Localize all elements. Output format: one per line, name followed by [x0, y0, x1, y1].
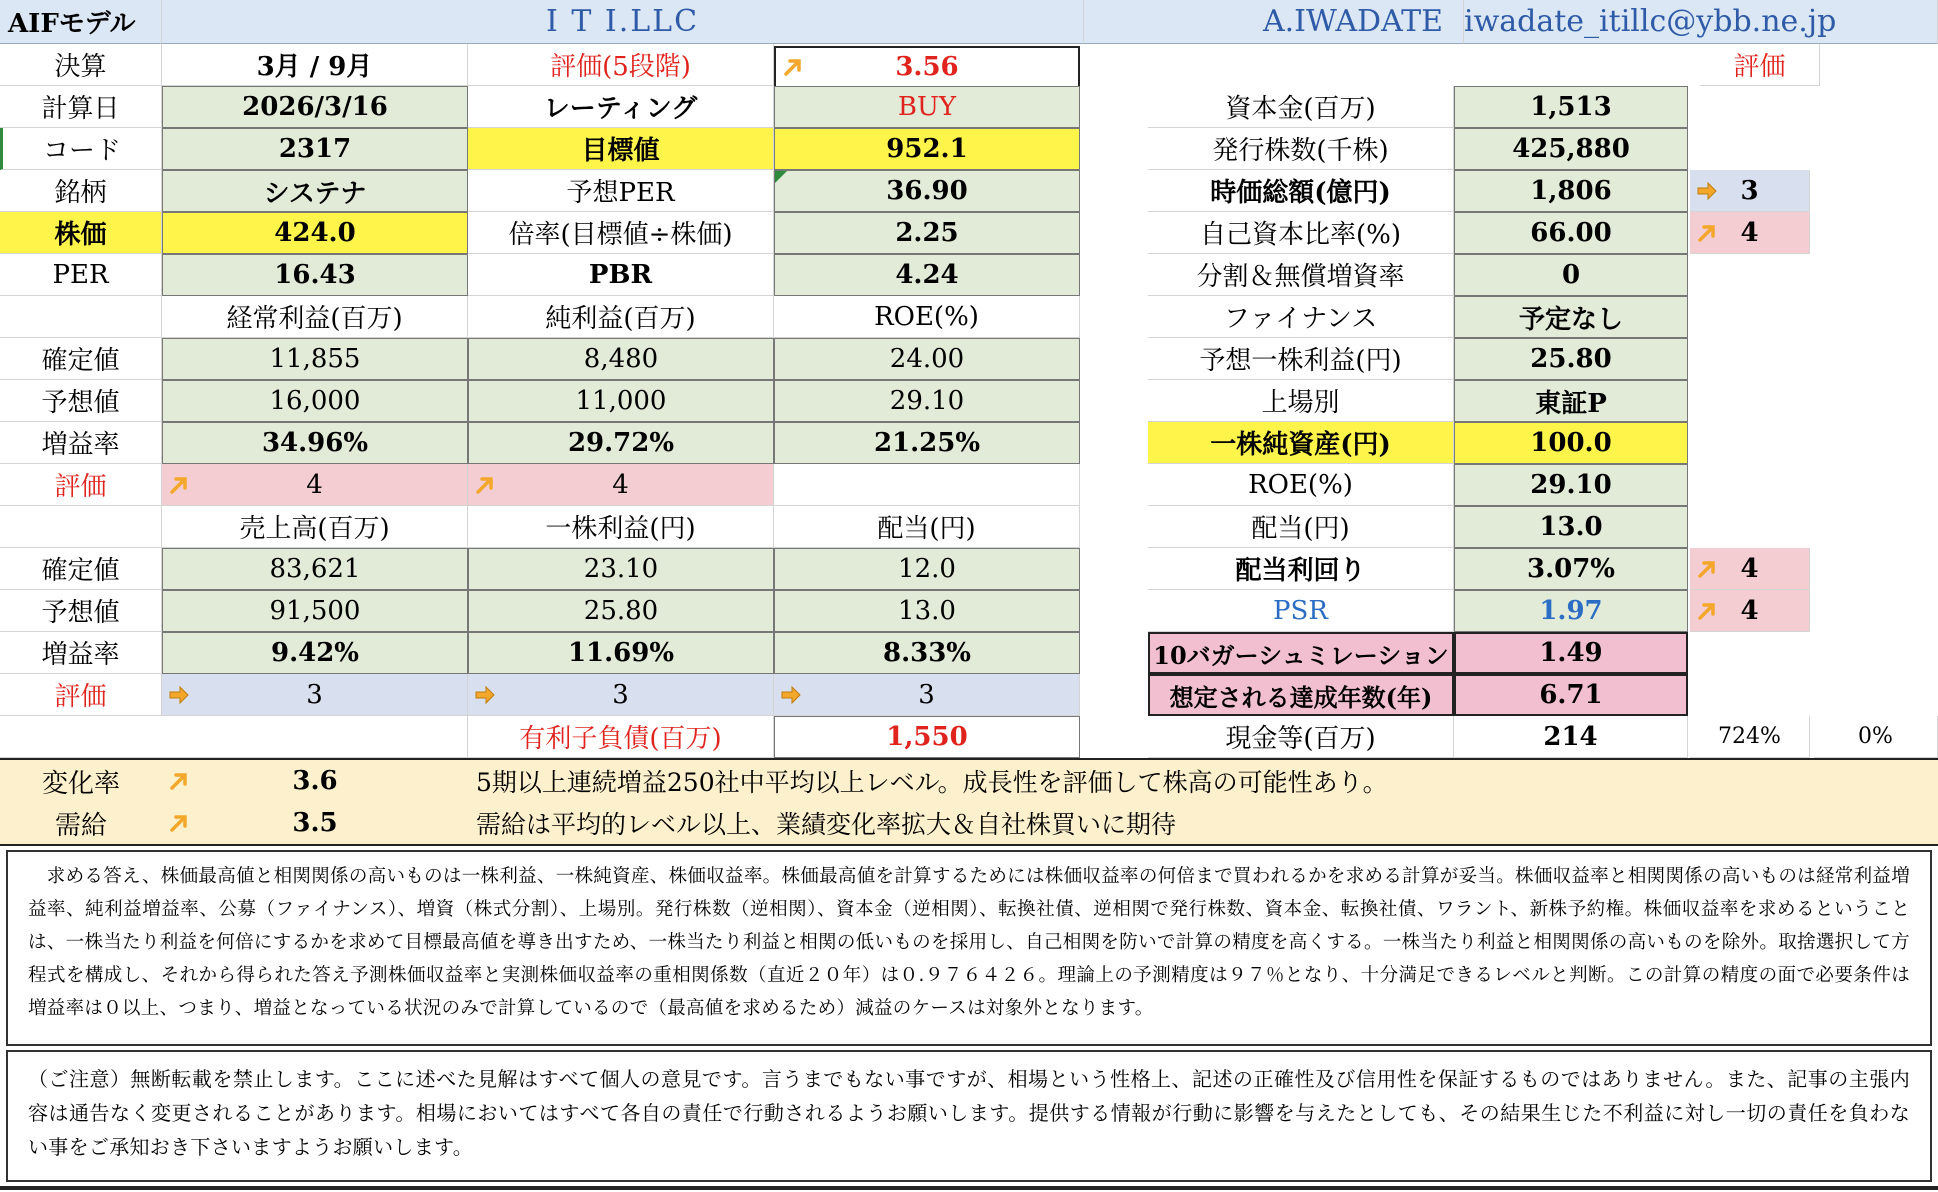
- block2-yosou-0: 91,500: [162, 590, 468, 632]
- right-score: 4: [1740, 553, 1759, 584]
- arrow-up-right-icon: [472, 472, 498, 498]
- per-value: 16.43: [162, 254, 468, 296]
- kessan-label: 決算: [0, 44, 162, 86]
- block1-row-label: 増益率: [0, 422, 162, 464]
- right-value: 13.0: [1454, 506, 1688, 548]
- block1-hyouka-1-cell: [468, 464, 774, 506]
- jukyu-comment: 需給は平均的レベル以上、業績変化率拡大＆自社株買いに期待: [468, 802, 1938, 844]
- block2-kakutei-2: 12.0: [774, 548, 1080, 590]
- block2-kakutei-0: 83,621: [162, 548, 468, 590]
- rating-label: レーティング: [468, 86, 774, 128]
- target-value: 952.1: [774, 128, 1080, 170]
- code-label: コード: [0, 128, 162, 170]
- divider: [0, 844, 1938, 846]
- right-label: 分割＆無償増資率: [1148, 254, 1454, 296]
- right-value: 66.00: [1454, 212, 1688, 254]
- right-label: 配当(円): [1148, 506, 1454, 548]
- arrow-up-right-icon: [1694, 220, 1720, 246]
- arrow-up-right-icon: [1694, 598, 1720, 624]
- block2-hyouka-1-cell: [468, 674, 774, 716]
- block2-hyouka-2: 3: [918, 679, 935, 710]
- right-label: ROE(%): [1148, 464, 1454, 506]
- company-name: I T I.LLC: [162, 0, 1084, 44]
- block1-yosou-0: 16,000: [162, 380, 468, 422]
- arrow-up-right-icon: [166, 768, 192, 794]
- price-label: 株価: [0, 212, 162, 254]
- right-label: 現金等(百万): [1148, 716, 1454, 758]
- henka-label: 変化率: [0, 760, 162, 802]
- debt-label: 有利子負債(百万): [468, 716, 774, 758]
- right-value: 425,880: [1454, 128, 1688, 170]
- disclaimer-text: （ご注意）無断転載を禁止します。ここに述べた見解はすべて個人の意見です。言うまでもない事ですが、相場という性格上、記述の正確性及び信用性を保証するものではありません。また、記事の主張内容は通告なく変更されることがあります。相場においてはすべて各自の責任で行動されるようお願いします。提供する情報が行動に影響を与えたとしても、その結果生じた不利益に対し一切の責任を負わない事をご承知おき下さいますようお願いします。: [6, 1050, 1932, 1182]
- target-label: 目標値: [468, 128, 774, 170]
- arrow-right-icon: [472, 682, 498, 708]
- right-score-cell: [1690, 548, 1810, 590]
- debt-value: 1,550: [774, 716, 1080, 758]
- block2-hyouka-0: 3: [306, 679, 323, 710]
- blank-cell: [0, 716, 468, 758]
- right-label: PSR: [1148, 590, 1454, 632]
- right-value: 予定なし: [1454, 296, 1688, 338]
- name-label: 銘柄: [0, 170, 162, 212]
- block1-row-label: 予想値: [0, 380, 162, 422]
- right-score: 4: [1740, 595, 1759, 626]
- model-title: AIFモデル: [0, 0, 162, 44]
- right-label: 発行株数(千株): [1148, 128, 1454, 170]
- block2-row-label: 増益率: [0, 632, 162, 674]
- block1-hyouka-0: 4: [306, 469, 323, 500]
- blank-cell: [0, 296, 162, 338]
- yoso-per-value: 36.90: [774, 170, 1080, 212]
- right-label: 時価総額(億円): [1148, 170, 1454, 212]
- right-label: 予想一株利益(円): [1148, 338, 1454, 380]
- block1-kakutei-0: 11,855: [162, 338, 468, 380]
- right-value: 東証P: [1454, 380, 1688, 422]
- henka-comment: 5期以上連続増益250社中平均以上レベル。成長性を評価して株高の可能性あり。: [468, 760, 1938, 802]
- bottom-border: [0, 1186, 1938, 1190]
- block1-header-2: ROE(%): [774, 296, 1080, 338]
- block2-row-label: 評価: [0, 674, 162, 716]
- jukyu-value: 3.5: [292, 808, 338, 838]
- right-value: 1,806: [1454, 170, 1688, 212]
- block1-zoueki-1: 29.72%: [468, 422, 774, 464]
- block2-zoueki-0: 9.42%: [162, 632, 468, 674]
- pbr-label: PBR: [468, 254, 774, 296]
- right-value: 1,513: [1454, 86, 1688, 128]
- right-label: 自己資本比率(%): [1148, 212, 1454, 254]
- block1-zoueki-0: 34.96%: [162, 422, 468, 464]
- block2-zoueki-2: 8.33%: [774, 632, 1080, 674]
- henka-value: 3.6: [292, 766, 338, 796]
- right-label: 上場別: [1148, 380, 1454, 422]
- block2-header-2: 配当(円): [774, 506, 1080, 548]
- ratio-label: 倍率(目標値÷株価): [468, 212, 774, 254]
- yoso-per-label: 予想PER: [468, 170, 774, 212]
- blank-cell: [774, 464, 1080, 506]
- arrow-up-right-icon: [780, 54, 806, 80]
- block1-hyouka-0-cell: [162, 464, 468, 506]
- hyouka5-value-cell: [774, 46, 1080, 88]
- block1-header-1: 純利益(百万): [468, 296, 774, 338]
- block1-hyouka-1: 4: [612, 469, 629, 500]
- right-value: 214: [1454, 716, 1688, 758]
- block2-kakutei-1: 23.10: [468, 548, 774, 590]
- right-label: 10バガーシュミレーション: [1148, 632, 1454, 674]
- hyouka5-value: 3.56: [895, 52, 959, 82]
- right-score: 3: [1740, 175, 1759, 206]
- block2-yosou-2: 13.0: [774, 590, 1080, 632]
- right-score-cell: [1690, 590, 1810, 632]
- block2-yosou-1: 25.80: [468, 590, 774, 632]
- comment-marker: [775, 171, 787, 183]
- price-value: 424.0: [162, 212, 468, 254]
- explanation-text: 求める答え、株価最高値と相関関係の高いものは一株利益、一株純資産、株価収益率。株価最高値を計算するためには株価収益率の何倍まで買われるかを求める計算が妥当。株価収益率と相関関係の高いものは経常利益増益率、純利益増益率、公募（ファイナンス）、増資（株式分割）、上場別。発行株数（逆相関）、資本金（逆相関）、転換社債、逆相関で発行株数、資本金、転換社債、ワラント、新株予約権。株価収益率を求めるということは、一株当たり利益を何倍にするかを求めて目標最高値を導き出すため、一株当たり利益と相関の低いものを採用し、自己相関を防いで計算の精度を高くする。一株当たり利益と相関関係の高いものを除外。取捨選択して方程式を構成し、それから得られた答え予測株価収益率と実測株価収益率の重相関係数（直近２０年）は０.９７６４２６。理論上の予測精度は９７％となり、十分満足できるレベルと判断。この計算の精度の面で必要条件は増益率は０以上、つまり、増益となっている状況のみで計算しているので（最高値を求めるため）減益のケースは対象外となります。: [6, 850, 1932, 1046]
- arrow-right-icon: [1694, 178, 1720, 204]
- block1-yosou-1: 11,000: [468, 380, 774, 422]
- block2-hyouka-1: 3: [612, 679, 629, 710]
- blank-cell: [0, 506, 162, 548]
- henka-value-cell: [162, 760, 468, 802]
- per-label: PER: [0, 254, 162, 296]
- code-value: 2317: [162, 128, 468, 170]
- arrow-up-right-icon: [1694, 556, 1720, 582]
- kessan-value: 3月 / 9月: [162, 44, 468, 86]
- arrow-right-icon: [778, 682, 804, 708]
- block2-hyouka-0-cell: [162, 674, 468, 716]
- block1-kakutei-2: 24.00: [774, 338, 1080, 380]
- right-label: 一株純資産(円): [1148, 422, 1454, 464]
- block2-row-label: 予想値: [0, 590, 162, 632]
- jukyu-value-cell: [162, 802, 468, 844]
- right-value: 100.0: [1454, 422, 1688, 464]
- block2-hyouka-2-cell: [774, 674, 1080, 716]
- jukyu-label: 需給: [0, 802, 162, 844]
- right-label: 資本金(百万): [1148, 86, 1454, 128]
- right-score: 4: [1740, 217, 1759, 248]
- arrow-up-right-icon: [166, 472, 192, 498]
- right-hyouka-header: 評価: [1700, 44, 1820, 86]
- cash-ratio-1: 724%: [1690, 716, 1810, 758]
- ratio-value: 2.25: [774, 212, 1080, 254]
- block2-row-label: 確定値: [0, 548, 162, 590]
- block1-kakutei-1: 8,480: [468, 338, 774, 380]
- right-value: 1.97: [1454, 590, 1688, 632]
- right-score-cell: [1690, 212, 1810, 254]
- author-name: A.IWADATE: [1084, 0, 1464, 44]
- block1-row-label: 評価: [0, 464, 162, 506]
- block1-zoueki-2: 21.25%: [774, 422, 1080, 464]
- right-value: 1.49: [1454, 632, 1688, 674]
- right-label: 配当利回り: [1148, 548, 1454, 590]
- arrow-up-right-icon: [166, 810, 192, 836]
- block2-header-0: 売上高(百万): [162, 506, 468, 548]
- block1-yosou-2: 29.10: [774, 380, 1080, 422]
- rating-value: BUY: [774, 86, 1080, 128]
- right-label: ファイナンス: [1148, 296, 1454, 338]
- name-value: システナ: [162, 170, 468, 212]
- block1-row-label: 確定値: [0, 338, 162, 380]
- block2-zoueki-1: 11.69%: [468, 632, 774, 674]
- right-label: 想定される達成年数(年): [1148, 674, 1454, 716]
- pbr-value: 4.24: [774, 254, 1080, 296]
- calc-date-value: 2026/3/16: [162, 86, 468, 128]
- hyouka5-label: 評価(5段階): [468, 44, 774, 86]
- calc-date-label: 計算日: [0, 86, 162, 128]
- right-value: 3.07%: [1454, 548, 1688, 590]
- right-value: 29.10: [1454, 464, 1688, 506]
- cash-ratio-2: 0%: [1814, 716, 1938, 758]
- block1-header-0: 経常利益(百万): [162, 296, 468, 338]
- right-value: 6.71: [1454, 674, 1688, 716]
- right-value: 25.80: [1454, 338, 1688, 380]
- arrow-right-icon: [166, 682, 192, 708]
- right-value: 0: [1454, 254, 1688, 296]
- block2-header-1: 一株利益(円): [468, 506, 774, 548]
- right-score-cell: [1690, 170, 1810, 212]
- email-link[interactable]: iwadate_itillc@ybb.ne.jp: [1464, 0, 1938, 44]
